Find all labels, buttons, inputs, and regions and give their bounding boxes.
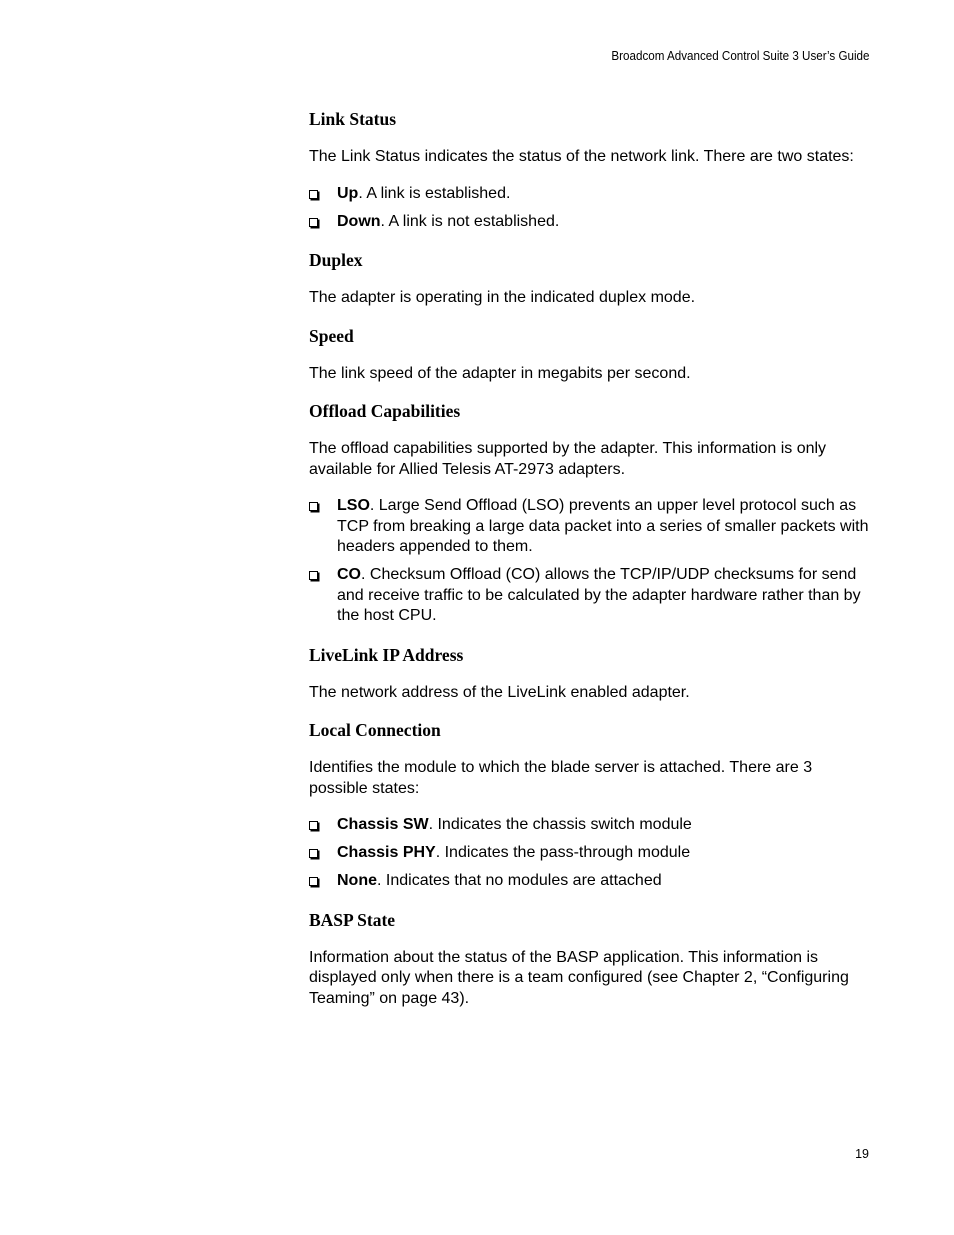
heading-duplex: Duplex [309,250,363,270]
local-connection-list [309,815,875,892]
link-status-intro: The Link Status indicates the status of the network link. There are two states: [309,148,854,165]
checkbox-bullet-icon [309,218,318,227]
heading-livelink-ip-address: LiveLink IP Address [309,644,464,665]
list-item: Up. A link is established. [309,184,875,205]
list-item: Down. A link is not established. [309,212,875,233]
heading-link-status: Link Status [309,109,397,129]
offload-intro: The offload capabilities supported by the adapter. This information is only available for Allied Telesis AT-2973 adapters. [309,440,827,478]
speed-text: The link speed of the adapter in megabits per second. [309,364,691,382]
heading-local-connection: Local Connection [309,720,441,740]
checkbox-bullet-icon [309,849,318,858]
livelink-text: The network address of the LiveLink enabled adapter. [309,683,690,701]
page-number: 19 [855,1147,869,1161]
list-item: Chassis PHY. Indicates the pass-through module [309,843,875,864]
heading-speed: Speed [309,325,354,346]
local-connection-intro: Identifies the module to which the blade server is attached. There are 3 possible states: [309,759,813,797]
page-content [309,108,875,1025]
checkbox-bullet-icon [309,821,318,830]
list-item: CO. Checksum Offload (CO) allows the TCP/IP/UDP checksums for send and receive traffic to be calculated by the adapter hardware rather than by the host CPU. [309,565,875,627]
list-item: LSO. Large Send Offload (LSO) prevents an upper level protocol such as TCP from breaking a large data packet into a series of smaller packets with headers appended to them. [309,496,875,558]
checkbox-bullet-icon [309,877,318,886]
list-item: Chassis SW. Indicates the chassis switch module [309,815,875,836]
offload-list [309,496,875,627]
checkbox-bullet-icon [309,190,318,199]
running-header: Broadcom Advanced Control Suite 3 User’s Guide [610,49,869,63]
list-item: None. Indicates that no modules are attached [309,871,875,892]
checkbox-bullet-icon [309,502,318,511]
link-status-list [309,184,875,233]
duplex-text: The adapter is operating in the indicated duplex mode. [309,289,696,306]
checkbox-bullet-icon [309,571,318,580]
heading-offload-capabilities: Offload Capabilities [309,401,461,421]
basp-state-text: Information about the status of the BASP application. This information is displayed only when there is a team configured (see Chapter 2, “Configuring Teaming” on page 43). [309,948,849,1007]
heading-basp-state: BASP State [309,909,396,930]
